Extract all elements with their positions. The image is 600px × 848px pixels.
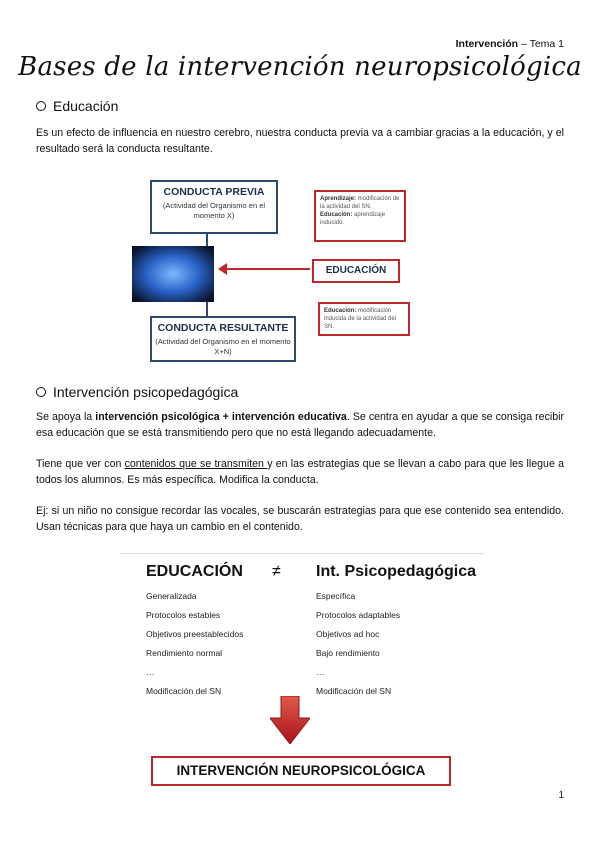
page-number: 1 (558, 790, 564, 801)
connector-bottom (206, 302, 208, 316)
section-heading-psicopedagogica: Intervención psicopedagógica (36, 384, 238, 400)
header-educacion: EDUCACIÓN (146, 563, 243, 580)
left-row: Rendimiento normal (146, 648, 223, 658)
brain-image (132, 246, 214, 302)
note-aprendizaje: Aprendizaje: modificación de la actividad del SN. Educación: aprendizaje inducido. (314, 190, 406, 242)
not-equal-symbol: ≠ (272, 563, 281, 580)
left-row: Protocolos estables (146, 610, 221, 620)
paragraph-psicopedagogica-1: Se apoya la intervención psicológica + intervención educativa. Se centra en ayudar a que se consiga recibir esa educación que se está transmitiendo pero que no está llegando adecuadamente. (36, 411, 564, 439)
paragraph-psicopedagogica-3: Ej: si un niño no consigue recordar las vocales, se buscarán estrategias para que ese contenido sea entendido. Usan técnicas para que haya un cambio en el contenido. (36, 505, 564, 533)
box-conducta-resultante: CONDUCTA RESULTANTE (Actividad del Organismo en el momento X+N) (150, 316, 296, 362)
down-arrow-icon (270, 696, 310, 744)
right-row: Protocolos adaptables (316, 610, 401, 620)
label-educacion: EDUCACIÓN (312, 259, 400, 283)
arrow-left-icon (218, 263, 227, 275)
running-header: Intervención – Tema 1 (455, 38, 564, 50)
left-row: … (146, 667, 155, 677)
right-row: Bajo rendimiento (316, 648, 380, 658)
header-int-psicopedagogica: Int. Psicopedagógica (316, 563, 477, 580)
left-row: Generalizada (146, 591, 197, 601)
arrow-line (224, 268, 310, 270)
right-row: Objetivos ad hoc (316, 629, 380, 639)
section-heading-educacion: Educación (36, 98, 118, 114)
box-conducta-previa: CONDUCTA PREVIA (Actividad del Organismo en el momento X) (150, 180, 278, 234)
circle-bullet-icon (36, 387, 46, 397)
paragraph-psicopedagogica-2: Tiene que ver con contenidos que se transmiten y en las estrategias que se llevan a cabo para que les llegue a todos los alumnos. Es más específica. Modifica la conducta. (36, 458, 564, 486)
paragraph-educacion: Es un efecto de influencia en nuestro cerebro, nuestra conducta previa va a cambiar gracias a la educación, y el resultado será la conducta resultante. (36, 127, 564, 155)
final-box-intervencion-neuropsicologica: INTERVENCIÓN NEUROPSICOLÓGICA (151, 756, 451, 786)
right-row: Específica (316, 591, 356, 601)
circle-bullet-icon (36, 101, 46, 111)
left-row: Objetivos preestablecidos (146, 629, 244, 639)
right-row: … (316, 667, 325, 677)
page-title: Bases de la intervención neuropsicológica (18, 52, 582, 82)
right-row: Modificación del SN (316, 686, 392, 696)
left-row: Modificación del SN (146, 686, 222, 696)
table-top-rule (120, 553, 484, 554)
education-diagram (132, 170, 432, 366)
note-educacion: Educación: modificación inducida de la actividad del SN. (318, 302, 410, 336)
connector-top (206, 232, 208, 246)
